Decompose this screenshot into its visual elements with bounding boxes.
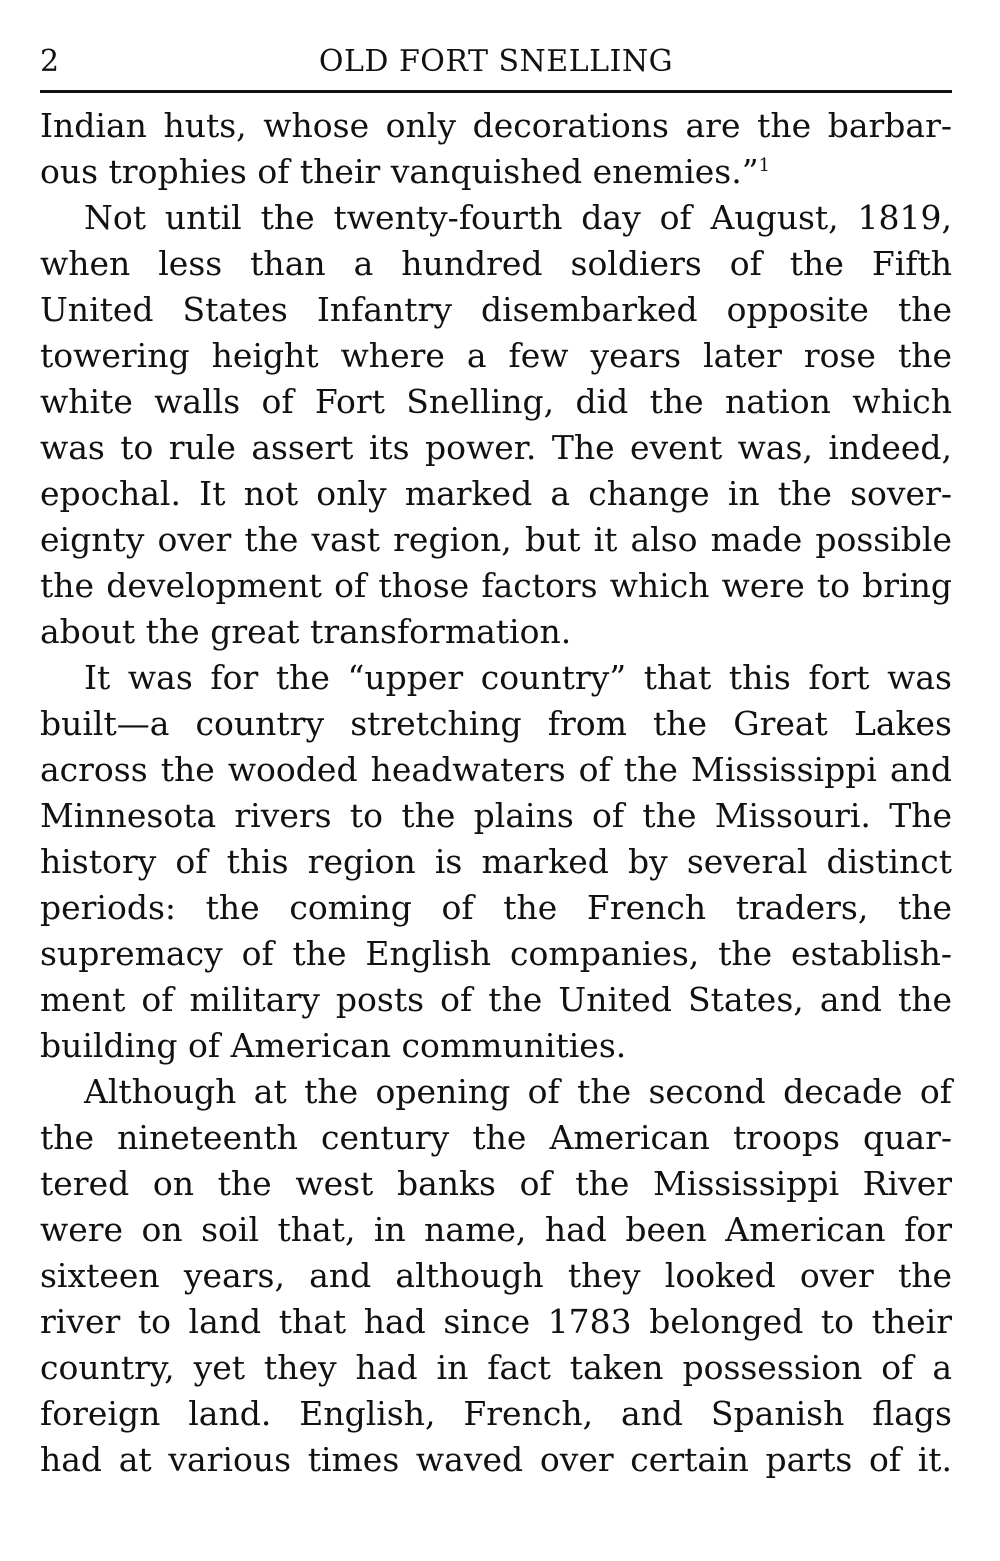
text-line: the nineteenth century the American troops quar- xyxy=(40,1118,952,1157)
paragraph xyxy=(40,655,952,1069)
running-head xyxy=(40,40,952,93)
book-page xyxy=(40,40,952,1483)
text-line: about the great transformation. xyxy=(40,612,572,651)
text-line: eignty over the vast region, but it also made possible xyxy=(40,520,952,559)
paragraph xyxy=(40,103,952,195)
text-line: white walls of Fort Snelling, did the nation which xyxy=(40,382,952,421)
text-line: built—a country stretching from the Great Lakes xyxy=(40,704,952,743)
text-line: the development of those factors which were to bring xyxy=(40,566,952,605)
text-line: ment of military posts of the United States, and the xyxy=(40,980,952,1019)
text-line: Not until the twenty-fourth day of August, 1819, xyxy=(84,198,952,237)
text-line xyxy=(40,149,952,195)
paragraph xyxy=(40,195,952,655)
paragraph xyxy=(40,1069,952,1483)
footnote-marker: 1 xyxy=(758,155,771,176)
line-text: ous trophies of their vanquished enemies.” xyxy=(40,152,759,191)
text-line: when less than a hundred soldiers of the Fifth xyxy=(40,244,952,283)
text-line: foreign land. English, French, and Spanish flags xyxy=(40,1394,952,1433)
text-line: were on soil that, in name, had been American for xyxy=(40,1210,952,1249)
text-line: It was for the “upper country” that this fort was xyxy=(84,658,952,697)
page-number: 2 xyxy=(40,44,60,79)
text-line: across the wooded headwaters of the Mississippi and xyxy=(40,750,952,789)
text-line: sixteen years, and although they looked over the xyxy=(40,1256,952,1295)
body-text xyxy=(40,103,952,1483)
text-line: towering height where a few years later rose the xyxy=(40,336,952,375)
text-line: history of this region is marked by several distinct xyxy=(40,842,952,881)
text-line: epochal. It not only marked a change in the sover- xyxy=(40,474,952,513)
text-line: tered on the west banks of the Mississippi River xyxy=(40,1164,952,1203)
text-line: river to land that had since 1783 belonged to their xyxy=(40,1302,952,1341)
text-line: country, yet they had in fact taken possession of a xyxy=(40,1348,952,1387)
text-line: United States Infantry disembarked opposite the xyxy=(40,290,952,329)
text-line: was to rule assert its power. The event was, indeed, xyxy=(40,428,952,467)
text-line: periods: the coming of the French traders, the xyxy=(40,888,952,927)
running-title: OLD FORT SNELLING xyxy=(318,44,674,79)
text-line: building of American communities. xyxy=(40,1026,627,1065)
text-line: Minnesota rivers to the plains of the Missouri. The xyxy=(40,796,952,835)
text-line: Although at the opening of the second decade of xyxy=(84,1072,952,1111)
text-line: supremacy of the English companies, the establish- xyxy=(40,934,952,973)
text-line: had at various times waved over certain parts of it. xyxy=(40,1440,952,1479)
text-line: Indian huts, whose only decorations are the barbar- xyxy=(40,106,952,145)
